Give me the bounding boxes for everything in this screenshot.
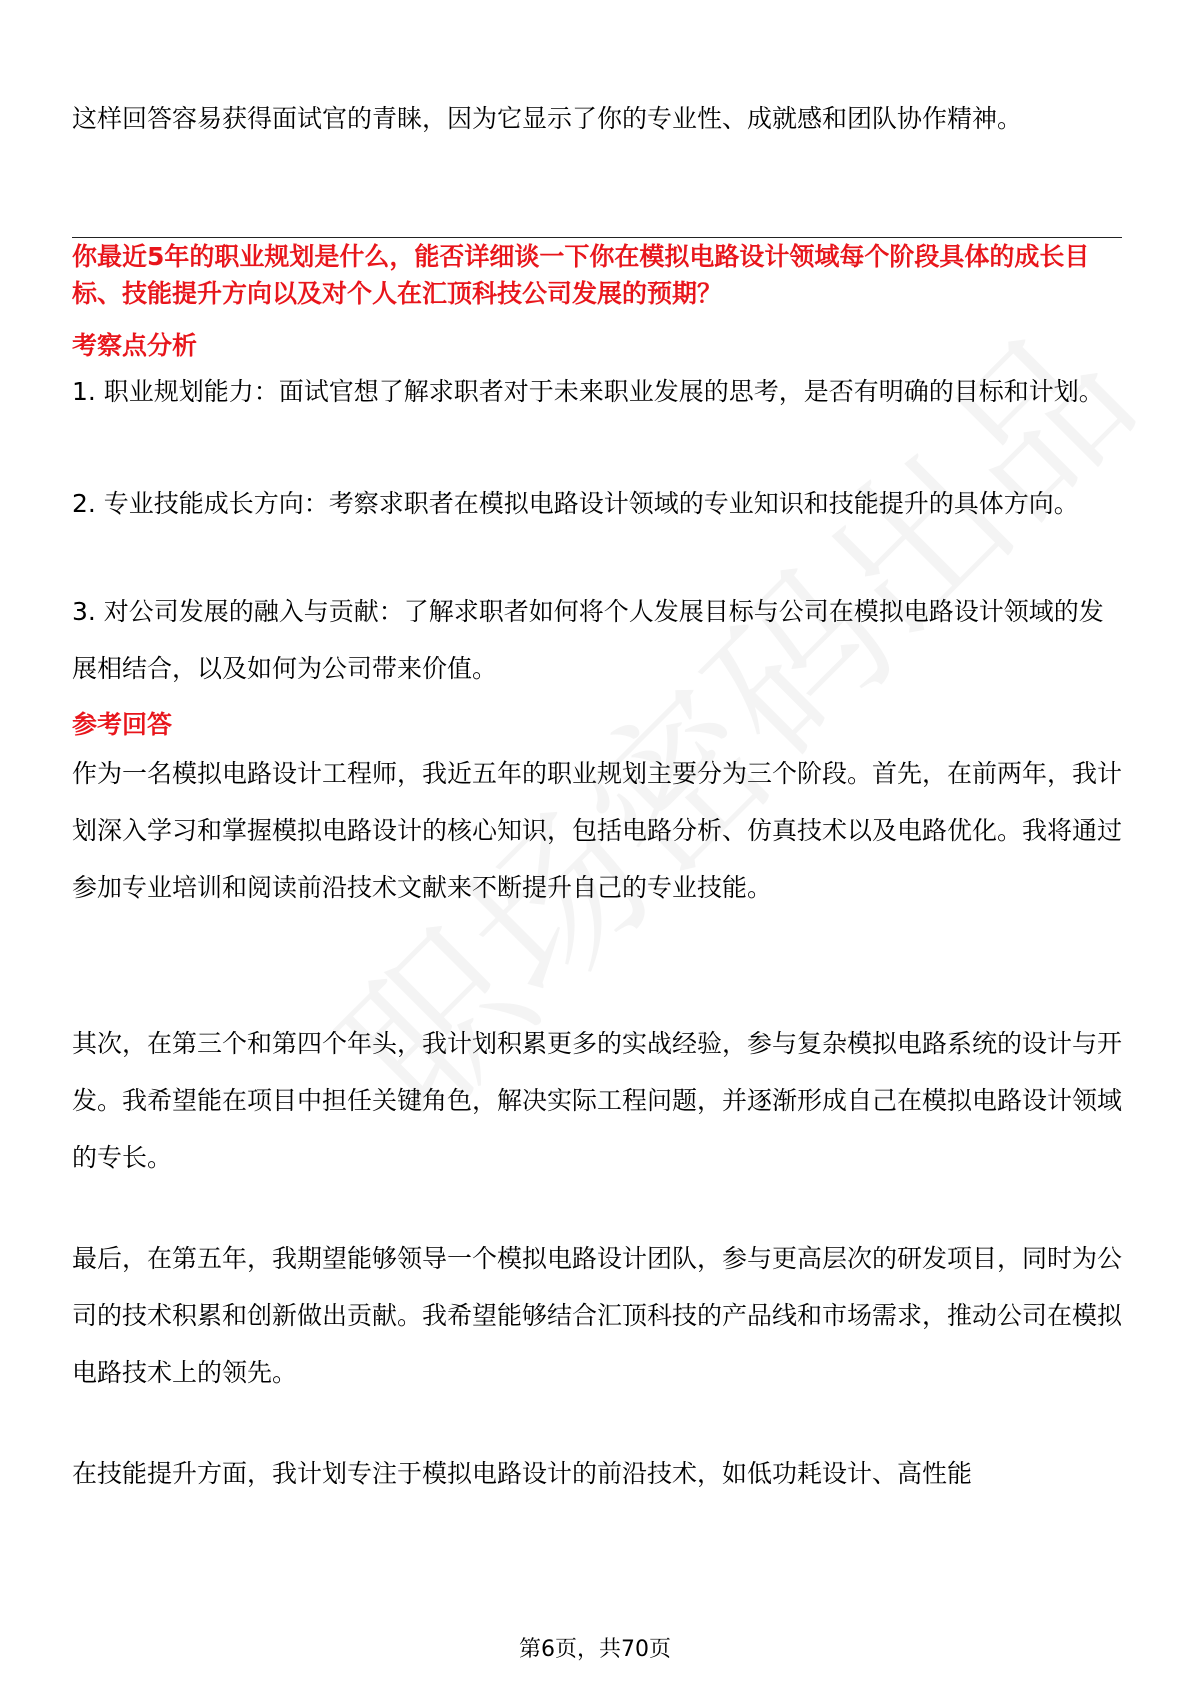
answer-paragraph: 其次，在第三个和第四个年头，我计划积累更多的实战经验，参与复杂模拟电路系统的设计与开发。我希望能在项目中担任关键角色，解决实际工程问题，并逐渐形成自己在模拟电路设计领域的专长。: [72, 1029, 1123, 1172]
answer-heading: 参考回答: [72, 710, 173, 739]
analysis-item: 1. 职业规划能力：面试官想了解求职者对于未来职业发展的思考，是否有明确的目标和计划。: [72, 377, 1104, 406]
answer-paragraph: 最后，在第五年，我期望能够领导一个模拟电路设计团队，参与更高层次的研发项目，同时为公司的技术积累和创新做出贡献。我希望能够结合汇顶科技的产品线和市场需求，推动公司在模拟电路技术上的领先。: [72, 1244, 1123, 1387]
question-title: 你最近5年的职业规划是什么，能否详细谈一下你在模拟电路设计领域每个阶段具体的成长目标、技能提升方向以及对个人在汇顶科技公司发展的预期？: [72, 242, 1090, 308]
answer-paragraph: 作为一名模拟电路设计工程师，我近五年的职业规划主要分为三个阶段。首先，在前两年，我计划深入学习和掌握模拟电路设计的核心知识，包括电路分析、仿真技术以及电路优化。我将通过参加专业培训和阅读前沿技术文献来不断提升自己的专业技能。: [72, 759, 1123, 902]
analysis-item: 2. 专业技能成长方向：考察求职者在模拟电路设计领域的专业知识和技能提升的具体方向。: [72, 489, 1079, 518]
page-footer: 第6页，共70页: [519, 1637, 671, 1662]
answer-paragraph: 在技能提升方面，我计划专注于模拟电路设计的前沿技术，如低功耗设计、高性能: [72, 1459, 973, 1488]
analysis-item: 3. 对公司发展的融入与贡献：了解求职者如何将个人发展目标与公司在模拟电路设计领域的发展相结合，以及如何为公司带来价值。: [72, 597, 1104, 683]
intro-paragraph: 这样回答容易获得面试官的青睐，因为它显示了你的专业性、成就感和团队协作精神。: [72, 104, 1023, 133]
analysis-heading: 考察点分析: [72, 331, 198, 360]
